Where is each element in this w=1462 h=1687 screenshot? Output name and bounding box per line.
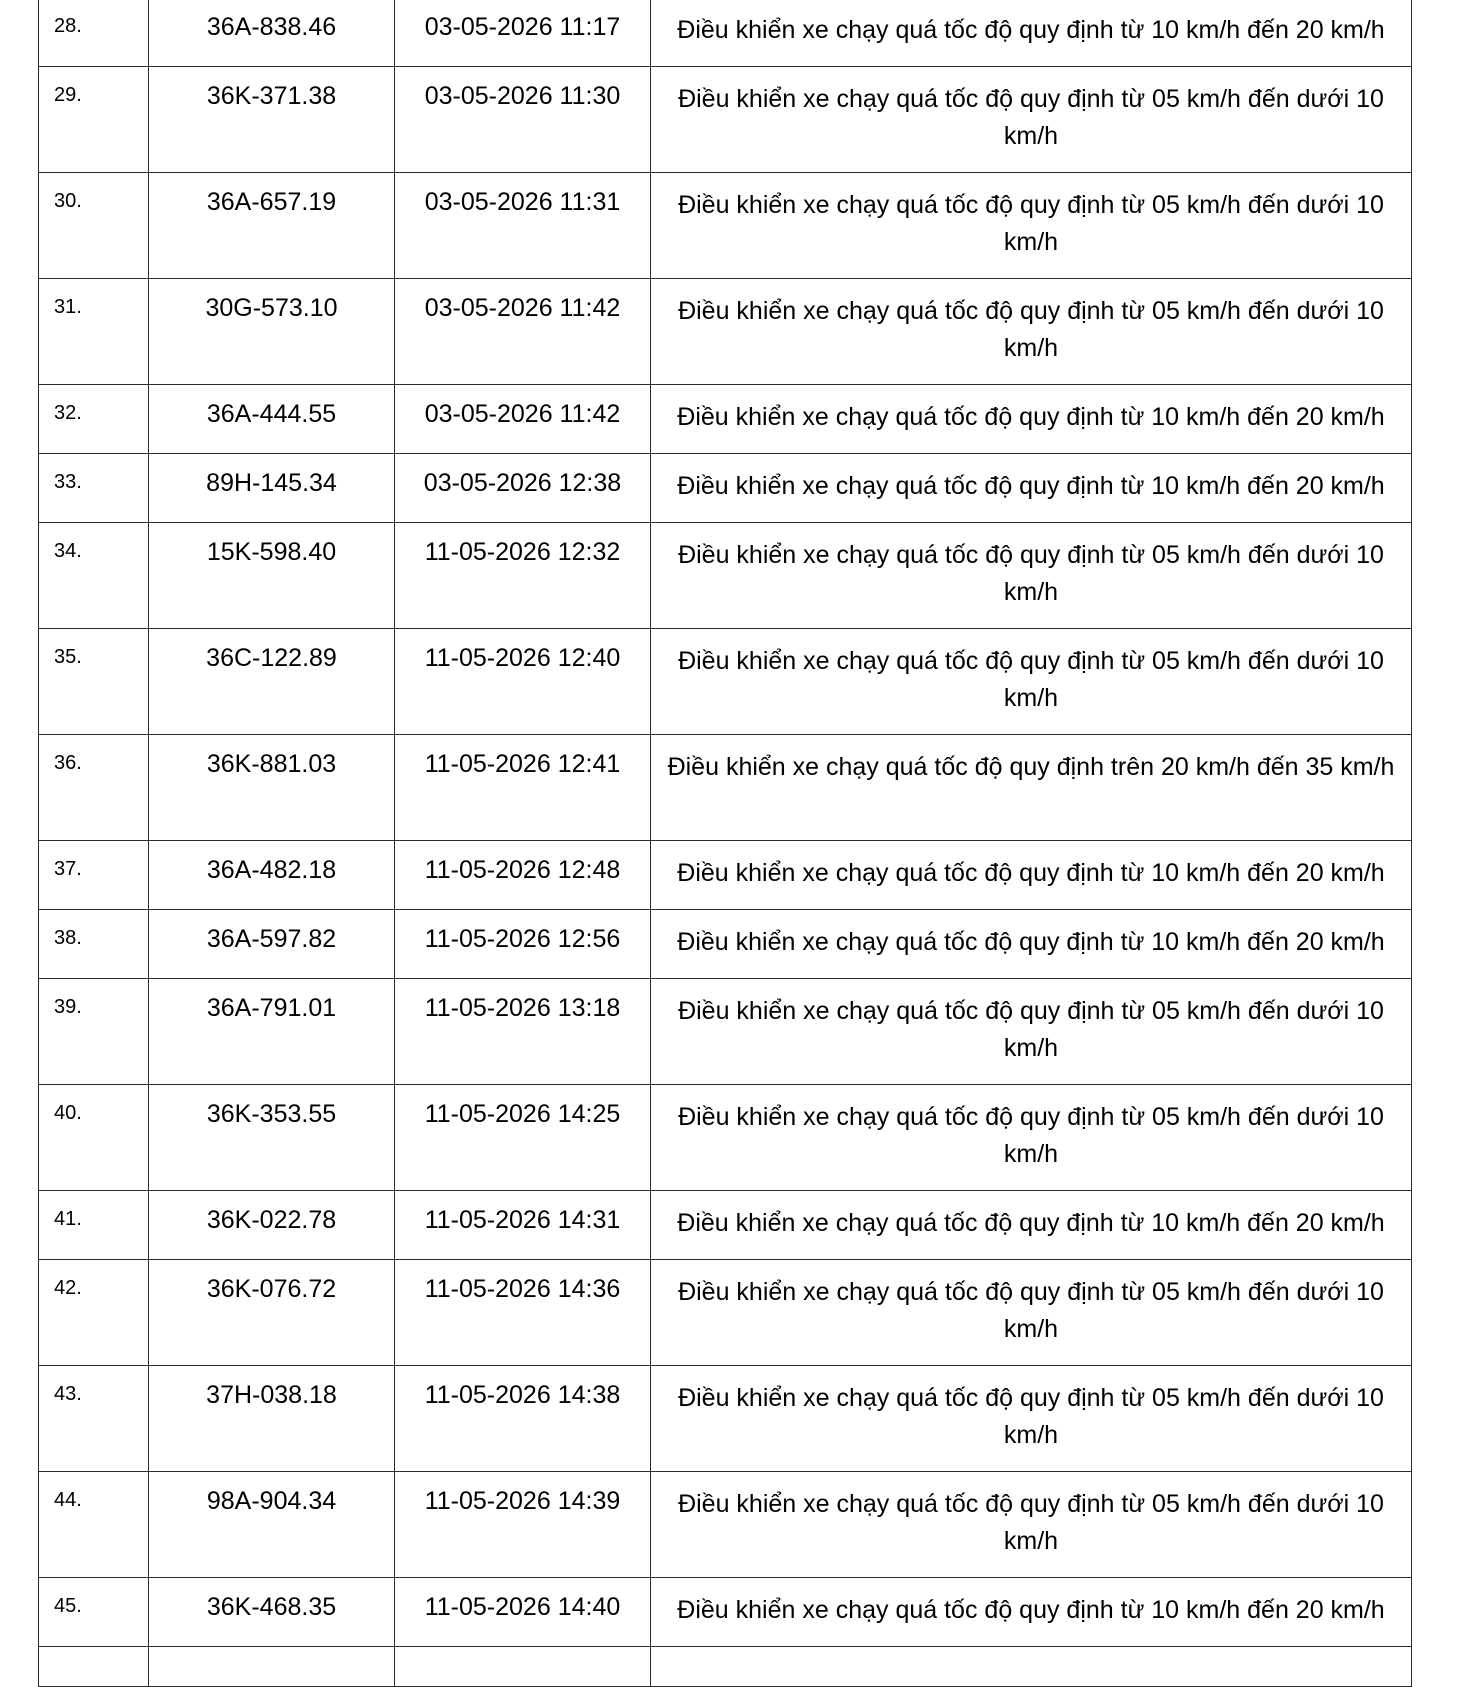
license-plate: 36A-597.82 (149, 910, 395, 979)
violation-description: Điều khiển xe chạy quá tốc độ quy định từ 10 km/h đến 20 km/h (651, 1191, 1412, 1260)
table-row (39, 1260, 1412, 1366)
row-index: 28. (39, 0, 149, 67)
table-row (39, 1578, 1412, 1647)
license-plate: 36K-022.78 (149, 1191, 395, 1260)
license-plate: 36K-468.35 (149, 1578, 395, 1647)
empty-cell (651, 1647, 1412, 1687)
row-index: 43. (39, 1366, 149, 1472)
license-plate: 36A-657.19 (149, 173, 395, 279)
violation-description: Điều khiển xe chạy quá tốc độ quy định từ 05 km/h đến dưới 10 km/h (651, 1366, 1412, 1472)
violation-datetime: 11-05-2026 12:48 (395, 841, 651, 910)
row-index: 34. (39, 523, 149, 629)
violations-table (38, 0, 1412, 1687)
row-index: 40. (39, 1085, 149, 1191)
violation-description: Điều khiển xe chạy quá tốc độ quy định từ 10 km/h đến 20 km/h (651, 454, 1412, 523)
row-index: 41. (39, 1191, 149, 1260)
violation-datetime: 03-05-2026 11:31 (395, 173, 651, 279)
table-row (39, 1085, 1412, 1191)
table-row (39, 910, 1412, 979)
violation-description: Điều khiển xe chạy quá tốc độ quy định từ 05 km/h đến dưới 10 km/h (651, 523, 1412, 629)
violation-description: Điều khiển xe chạy quá tốc độ quy định từ 10 km/h đến 20 km/h (651, 0, 1412, 67)
violation-description: Điều khiển xe chạy quá tốc độ quy định từ 05 km/h đến dưới 10 km/h (651, 1472, 1412, 1578)
license-plate: 15K-598.40 (149, 523, 395, 629)
violation-datetime: 03-05-2026 11:42 (395, 279, 651, 385)
violation-datetime: 11-05-2026 13:18 (395, 979, 651, 1085)
table-row (39, 979, 1412, 1085)
violation-datetime: 11-05-2026 12:40 (395, 629, 651, 735)
table-row (39, 523, 1412, 629)
violation-datetime: 11-05-2026 14:25 (395, 1085, 651, 1191)
table-row (39, 385, 1412, 454)
violation-datetime: 03-05-2026 12:38 (395, 454, 651, 523)
row-index: 32. (39, 385, 149, 454)
row-index: 44. (39, 1472, 149, 1578)
violation-datetime: 11-05-2026 14:39 (395, 1472, 651, 1578)
violation-datetime: 11-05-2026 12:56 (395, 910, 651, 979)
row-index: 39. (39, 979, 149, 1085)
violation-datetime: 11-05-2026 12:32 (395, 523, 651, 629)
license-plate: 36K-076.72 (149, 1260, 395, 1366)
table-row (39, 841, 1412, 910)
row-index: 45. (39, 1578, 149, 1647)
row-index: 33. (39, 454, 149, 523)
violation-description: Điều khiển xe chạy quá tốc độ quy định từ 05 km/h đến dưới 10 km/h (651, 1260, 1412, 1366)
row-index: 35. (39, 629, 149, 735)
table-row (39, 67, 1412, 173)
violation-description: Điều khiển xe chạy quá tốc độ quy định từ 10 km/h đến 20 km/h (651, 1578, 1412, 1647)
row-index: 36. (39, 735, 149, 841)
license-plate: 36A-838.46 (149, 0, 395, 67)
table-row-partial (39, 1647, 1412, 1687)
violation-description: Điều khiển xe chạy quá tốc độ quy định từ 05 km/h đến dưới 10 km/h (651, 279, 1412, 385)
violation-datetime: 03-05-2026 11:30 (395, 67, 651, 173)
violation-datetime: 11-05-2026 14:40 (395, 1578, 651, 1647)
table-row (39, 1366, 1412, 1472)
empty-cell (149, 1647, 395, 1687)
violation-description: Điều khiển xe chạy quá tốc độ quy định từ 10 km/h đến 20 km/h (651, 841, 1412, 910)
table-row (39, 1472, 1412, 1578)
violation-datetime: 03-05-2026 11:42 (395, 385, 651, 454)
table-row (39, 454, 1412, 523)
violation-description: Điều khiển xe chạy quá tốc độ quy định từ 10 km/h đến 20 km/h (651, 910, 1412, 979)
license-plate: 98A-904.34 (149, 1472, 395, 1578)
row-index: 31. (39, 279, 149, 385)
violation-description: Điều khiển xe chạy quá tốc độ quy định từ 05 km/h đến dưới 10 km/h (651, 173, 1412, 279)
violations-table-container (38, 0, 1411, 1687)
violation-description: Điều khiển xe chạy quá tốc độ quy định từ 05 km/h đến dưới 10 km/h (651, 67, 1412, 173)
table-row (39, 279, 1412, 385)
violation-datetime: 03-05-2026 11:17 (395, 0, 651, 67)
table-row (39, 0, 1412, 67)
license-plate: 37H-038.18 (149, 1366, 395, 1472)
license-plate: 30G-573.10 (149, 279, 395, 385)
license-plate: 36K-353.55 (149, 1085, 395, 1191)
license-plate: 36A-791.01 (149, 979, 395, 1085)
license-plate: 36K-881.03 (149, 735, 395, 841)
violation-datetime: 11-05-2026 14:38 (395, 1366, 651, 1472)
license-plate: 36A-482.18 (149, 841, 395, 910)
row-index: 42. (39, 1260, 149, 1366)
table-row (39, 173, 1412, 279)
empty-cell (395, 1647, 651, 1687)
empty-cell (39, 1647, 149, 1687)
violation-description: Điều khiển xe chạy quá tốc độ quy định từ 05 km/h đến dưới 10 km/h (651, 979, 1412, 1085)
violations-table-body (39, 0, 1412, 1687)
violation-datetime: 11-05-2026 14:36 (395, 1260, 651, 1366)
row-index: 37. (39, 841, 149, 910)
violation-description: Điều khiển xe chạy quá tốc độ quy định từ 05 km/h đến dưới 10 km/h (651, 629, 1412, 735)
violation-datetime: 11-05-2026 14:31 (395, 1191, 651, 1260)
license-plate: 89H-145.34 (149, 454, 395, 523)
row-index: 30. (39, 173, 149, 279)
violation-description: Điều khiển xe chạy quá tốc độ quy định từ 10 km/h đến 20 km/h (651, 385, 1412, 454)
violation-description: Điều khiển xe chạy quá tốc độ quy định trên 20 km/h đến 35 km/h (651, 735, 1412, 841)
license-plate: 36K-371.38 (149, 67, 395, 173)
license-plate: 36C-122.89 (149, 629, 395, 735)
row-index: 38. (39, 910, 149, 979)
license-plate: 36A-444.55 (149, 385, 395, 454)
row-index: 29. (39, 67, 149, 173)
violation-datetime: 11-05-2026 12:41 (395, 735, 651, 841)
table-row (39, 629, 1412, 735)
table-row (39, 1191, 1412, 1260)
violation-description: Điều khiển xe chạy quá tốc độ quy định từ 05 km/h đến dưới 10 km/h (651, 1085, 1412, 1191)
table-row (39, 735, 1412, 841)
